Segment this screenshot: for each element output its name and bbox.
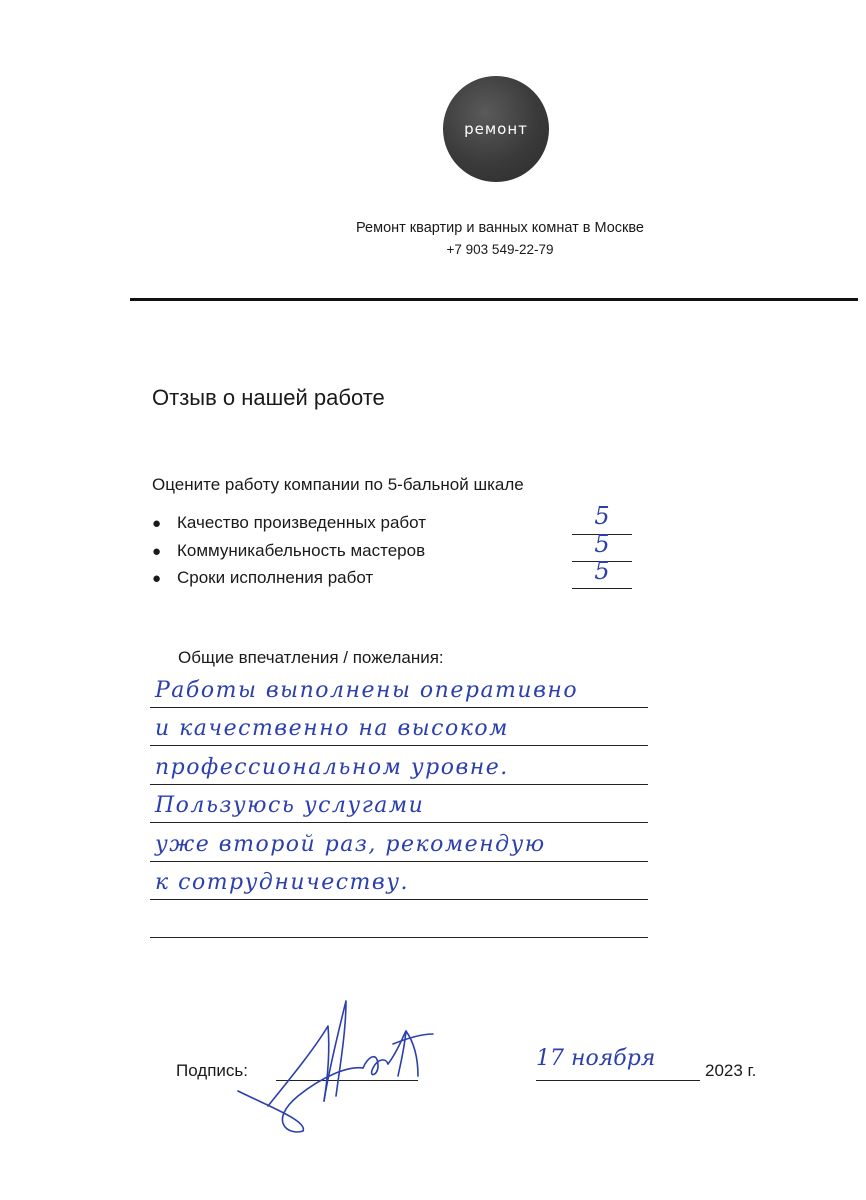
writing-line (150, 784, 648, 785)
bullet-icon: ● (152, 515, 162, 532)
date-line (536, 1080, 700, 1081)
writing-line (150, 707, 648, 708)
criterion-label: Качество произведенных работ (177, 513, 427, 532)
writing-line (150, 745, 648, 746)
handwritten-line: и качественно на высоком (155, 716, 509, 741)
criterion-quality (152, 513, 426, 533)
handwritten-line: к сотрудничеству. (155, 870, 409, 895)
writing-line (150, 937, 648, 938)
score-line (572, 588, 632, 589)
signature-label: Подпись: (176, 1061, 249, 1080)
writing-line (150, 822, 648, 823)
company-logo (443, 76, 549, 182)
criterion-label: Коммуникабельность мастеров (177, 541, 426, 560)
bullet-icon: ● (152, 543, 162, 560)
handwritten-signature (228, 996, 448, 1136)
wishes-label: Общие впечатления / пожелания: (178, 648, 444, 667)
date-year: 2023 г. (705, 1061, 757, 1080)
handwritten-line: Работы выполнены оперативно (155, 678, 579, 703)
bullet-icon: ● (152, 570, 162, 587)
document-title: Отзыв о нашей работе (152, 385, 385, 410)
handwritten-line: профессиональном уровне. (155, 755, 509, 780)
score-communication: 5 (594, 530, 610, 558)
writing-line (150, 899, 648, 900)
header-divider (130, 298, 858, 301)
rating-instructions: Оцените работу компании по 5-бальной шкале (152, 475, 524, 494)
date-handwritten: 17 ноября (536, 1046, 656, 1071)
company-phone: +7 903 549-22-79 (446, 242, 554, 257)
criterion-deadlines (152, 568, 373, 588)
company-tagline: Ремонт квартир и ванных комнат в Москве (356, 220, 644, 236)
score-deadlines: 5 (594, 557, 610, 585)
handwritten-line: Пользуюсь услугами (155, 793, 425, 818)
handwritten-line: уже второй раз, рекомендую (155, 832, 546, 857)
writing-line (150, 861, 648, 862)
score-quality: 5 (594, 502, 610, 530)
logo-text: ремонт (464, 120, 528, 138)
criterion-communication (152, 541, 425, 561)
criterion-label: Сроки исполнения работ (177, 568, 374, 587)
